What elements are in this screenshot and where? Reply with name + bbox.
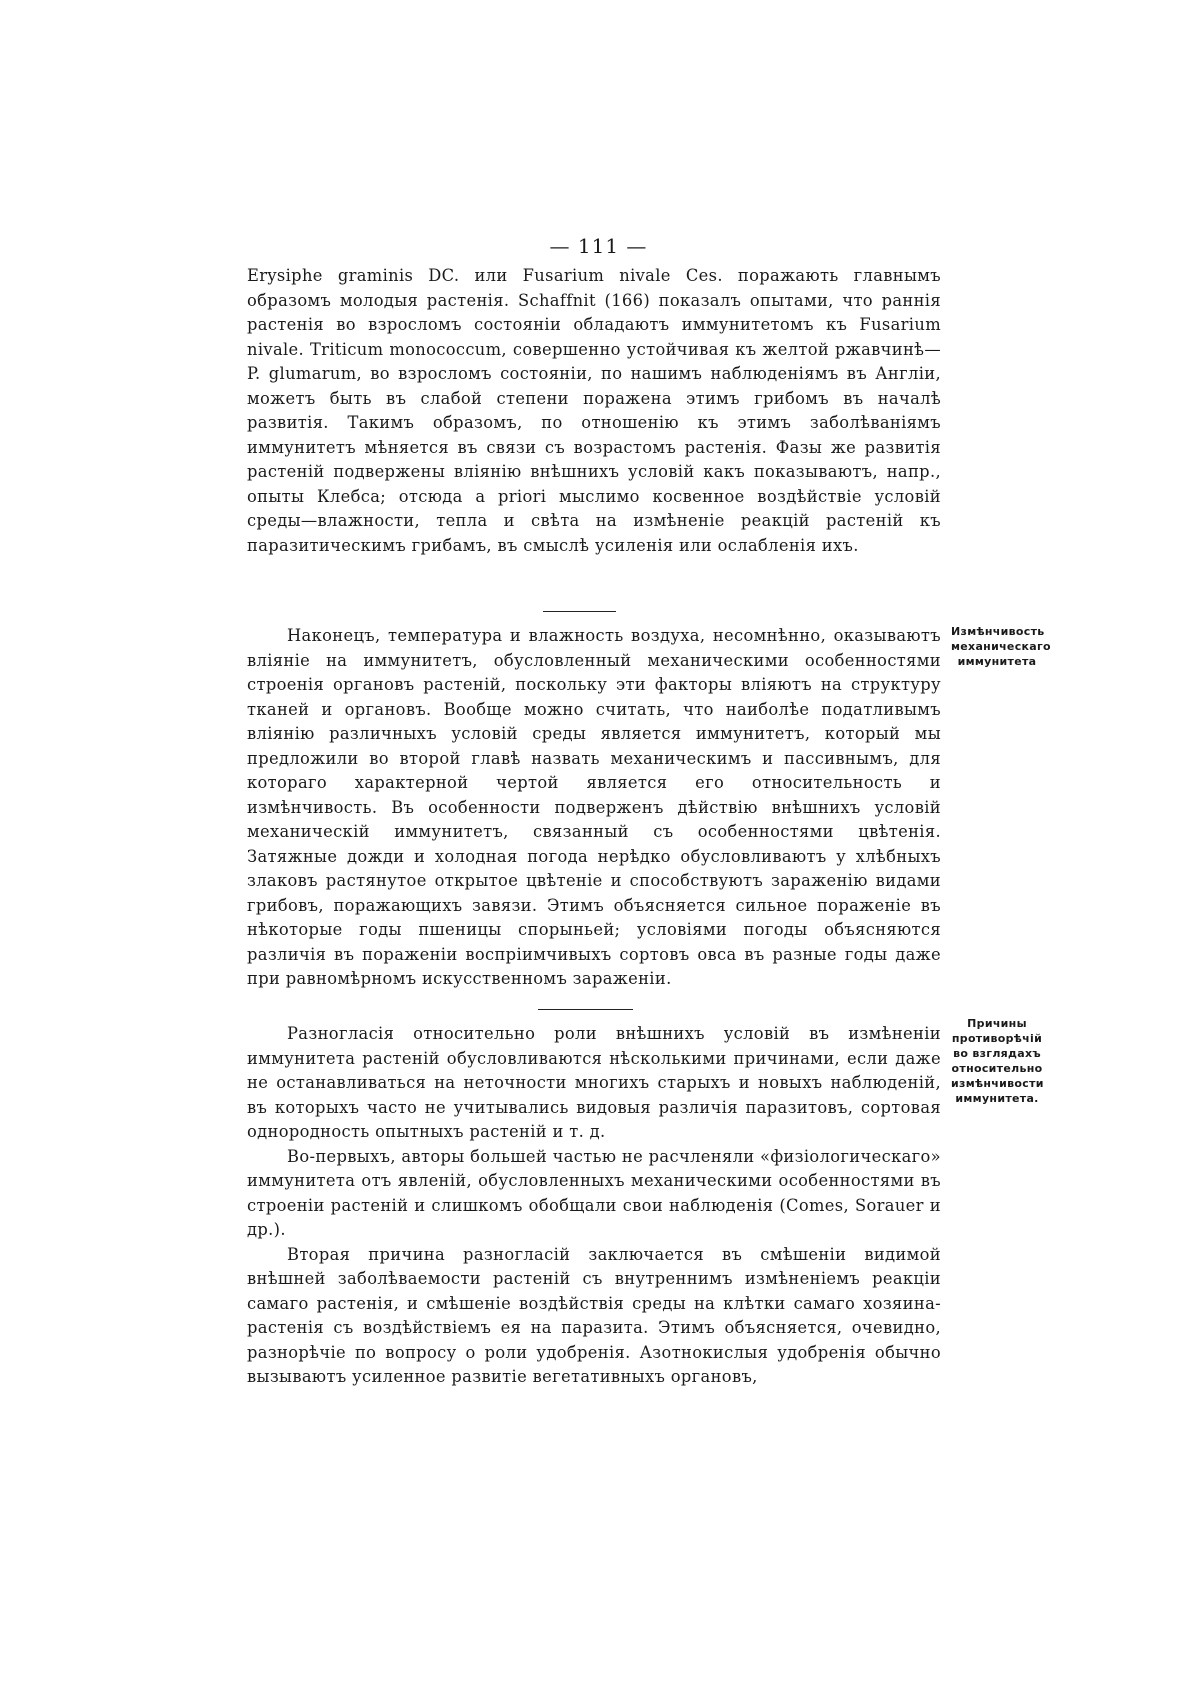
section-1 bbox=[247, 264, 941, 558]
margin-note-mechanical-immunity: Измѣнчивость механическаго иммунитета bbox=[951, 625, 1051, 668]
section-3 bbox=[247, 1022, 941, 1390]
paragraph: Во-первыхъ, авторы большей частью не расчленяли «физіологическаго» иммунитета отъ явленій, обусловленныхъ механическими особенностями въ строеніи растеній и слишкомъ обобщали свои наблюденія (Comes, Sorauer и др.). bbox=[247, 1146, 941, 1239]
paragraph: Разногласія относительно роли внѣшнихъ условій въ измѣненіи иммунитета растеній обусловливаются нѣсколькими причинами, если даже не останавливаться на неточности многихъ старыхъ и новыхъ наблюденій, въ которыхъ часто не учитывались видовыя различія паразитовъ, сортовая однородность опытныхъ растеній и т. д. bbox=[247, 1024, 941, 1141]
section-2 bbox=[247, 624, 941, 992]
paragraph: Наконецъ, температура и влажность воздуха, несомнѣнно, оказываютъ вліяніе на иммунитетъ, обусловленный механическими особенностями строенія органовъ растеній, поскольку эти факторы вліяютъ на структуру тканей и органовъ. Вообще можно считать, что наиболѣе податливымъ вліянію различныхъ условій среды является иммунитетъ, который мы предложили во второй главѣ назвать механическимъ и пассивнымъ, для котораго характерной чертой является его относительность и измѣнчивость. Въ особенности подверженъ дѣйствію внѣшнихъ условій механическій иммунитетъ, связанный съ особенностями цвѣтенія. Затяжные дожди и холодная погода нерѣдко обусловливаютъ у хлѣбныхъ злаковъ растянутое открытое цвѣтеніе и способствуютъ зараженію видами грибовъ, поражающихъ завязи. Этимъ объясняется сильное пораженіе въ нѣкоторые годы пшеницы спорыньей; условіями погоды объясняются различія въ пораженіи воспріимчивыхъ сортовъ овса въ разные годы даже при равномѣрномъ искусственномъ зараженіи. bbox=[247, 626, 941, 988]
section-divider bbox=[543, 611, 616, 612]
page-number: — 111 — bbox=[549, 234, 648, 258]
section-divider bbox=[538, 1009, 633, 1010]
paragraph: Erysiphe graminis DC. или Fusarium nivale Ces. поражають главнымъ образомъ молодыя растенія. Schaffnit (166) показалъ опытами, что раннія растенія во взросломъ состояніи обладаютъ иммунитетомъ къ Fusarium nivale. Triticum monococcum, совершенно устойчивая къ желтой ржавчинѣ—P. glumarum, во взросломъ состояніи, по нашимъ наблюденіямъ въ Англіи, можетъ быть въ слабой степени поражена этимъ грибомъ въ началѣ развитія. Такимъ образомъ, по отношенію къ этимъ заболѣваніямъ иммунитетъ мѣняется въ связи съ возрастомъ растенія. Фазы же развитія растеній подвержены вліянію внѣшнихъ условій какъ показываютъ, напр., опыты Клебса; отсюда a priori мыслимо косвенное воздѣйствіе условій среды—влажности, тепла и свѣта на измѣненіе реакцій растеній къ паразитическимъ грибамъ, въ смыслѣ усиленія или ослабленія ихъ. bbox=[247, 266, 941, 555]
margin-note-contradictions: Причины противорѣчій во взглядахъ относительно измѣнчивости иммунитета. bbox=[951, 1017, 1044, 1105]
paragraph: Вторая причина разногласій заключается въ смѣшеніи видимой внѣшней заболѣваемости растеній съ внутреннимъ измѣненіемъ реакціи самаго растенія, и смѣшеніе воздѣйствія среды на клѣтки самаго хозяина-растенія съ воздѣйствіемъ ея на паразита. Этимъ объясняется, очевидно, разнорѣчіе по вопросу о роли удобренія. Азотнокислыя удобренія обычно вызываютъ усиленное развитіе вегетативныхъ органовъ, bbox=[247, 1244, 941, 1386]
